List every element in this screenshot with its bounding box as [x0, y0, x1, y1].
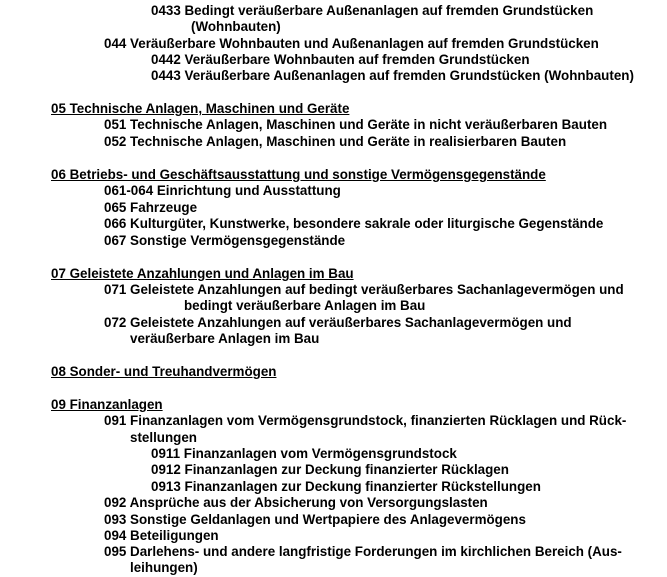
entry-071-cont: bedingt veräußerbare Anlagen im Bau: [184, 298, 426, 313]
entry-072-cont: veräußerbare Anlagen im Bau: [130, 331, 320, 346]
entry-051: 051 Technische Anlagen, Maschinen und Geräte in nicht veräußerbaren Bauten: [104, 117, 608, 132]
entry-0912: 0912 Finanzanlagen zur Deckung finanzierter Rücklagen: [151, 462, 509, 477]
entry-052: 052 Technische Anlagen, Maschinen und Geräte in realisierbaren Bauten: [104, 134, 567, 149]
entry-0442: 0442 Veräußerbare Wohnbauten auf fremden Grundstücken: [151, 52, 530, 67]
entry-066: 066 Kulturgüter, Kunstwerke, besondere sakrale oder liturgische Gegenstände: [104, 216, 604, 231]
entry-095-cont: leihungen): [130, 560, 198, 575]
entry-044: 044 Veräußerbare Wohnbauten und Außenanlagen auf fremden Grundstücken: [104, 36, 599, 51]
entry-061-064: 061-064 Einrichtung und Ausstattung: [104, 183, 341, 198]
entry-092: 092 Ansprüche aus der Absicherung von Versorgungslasten: [104, 495, 488, 510]
entry-0433: 0433 Bedingt veräußerbare Außenanlagen auf fremden Grundstücken: [151, 3, 594, 18]
entry-0911: 0911 Finanzanlagen vom Vermögensgrundstock: [151, 446, 457, 461]
entry-0433-cont: (Wohnbauten): [191, 19, 281, 34]
entry-067: 067 Sonstige Vermögensgegenstände: [104, 233, 346, 248]
heading-06: 06 Betriebs- und Geschäftsausstattung und sonstige Vermögensgegenstände: [51, 167, 546, 182]
entry-091-cont: stellungen: [130, 430, 197, 445]
heading-07: 07 Geleistete Anzahlungen und Anlagen im Bau: [51, 266, 354, 281]
entry-093: 093 Sonstige Geldanlagen und Wertpapiere des Anlagevermögens: [104, 512, 526, 527]
heading-09: 09 Finanzanlagen: [51, 397, 163, 412]
entry-095: 095 Darlehens- und andere langfristige Forderungen im kirchlichen Bereich (Aus-: [104, 544, 622, 559]
entry-0443: 0443 Veräußerbare Außenanlagen auf fremden Grundstücken (Wohnbauten): [151, 68, 634, 83]
heading-05: 05 Technische Anlagen, Maschinen und Geräte: [51, 101, 350, 116]
entry-071: 071 Geleistete Anzahlungen auf bedingt veräußerbares Sachanlagevermögen und: [104, 282, 624, 297]
entry-0913: 0913 Finanzanlagen zur Deckung finanzierter Rückstellungen: [151, 479, 541, 494]
entry-065: 065 Fahrzeuge: [104, 200, 198, 215]
entry-091: 091 Finanzanlagen vom Vermögensgrundstock, finanzierten Rücklagen und Rück-: [104, 413, 627, 428]
heading-08: 08 Sonder- und Treuhandvermögen: [51, 364, 277, 379]
entry-094: 094 Beteiligungen: [104, 528, 219, 543]
entry-072: 072 Geleistete Anzahlungen auf veräußerbares Sachanlagevermögen und: [104, 315, 572, 330]
